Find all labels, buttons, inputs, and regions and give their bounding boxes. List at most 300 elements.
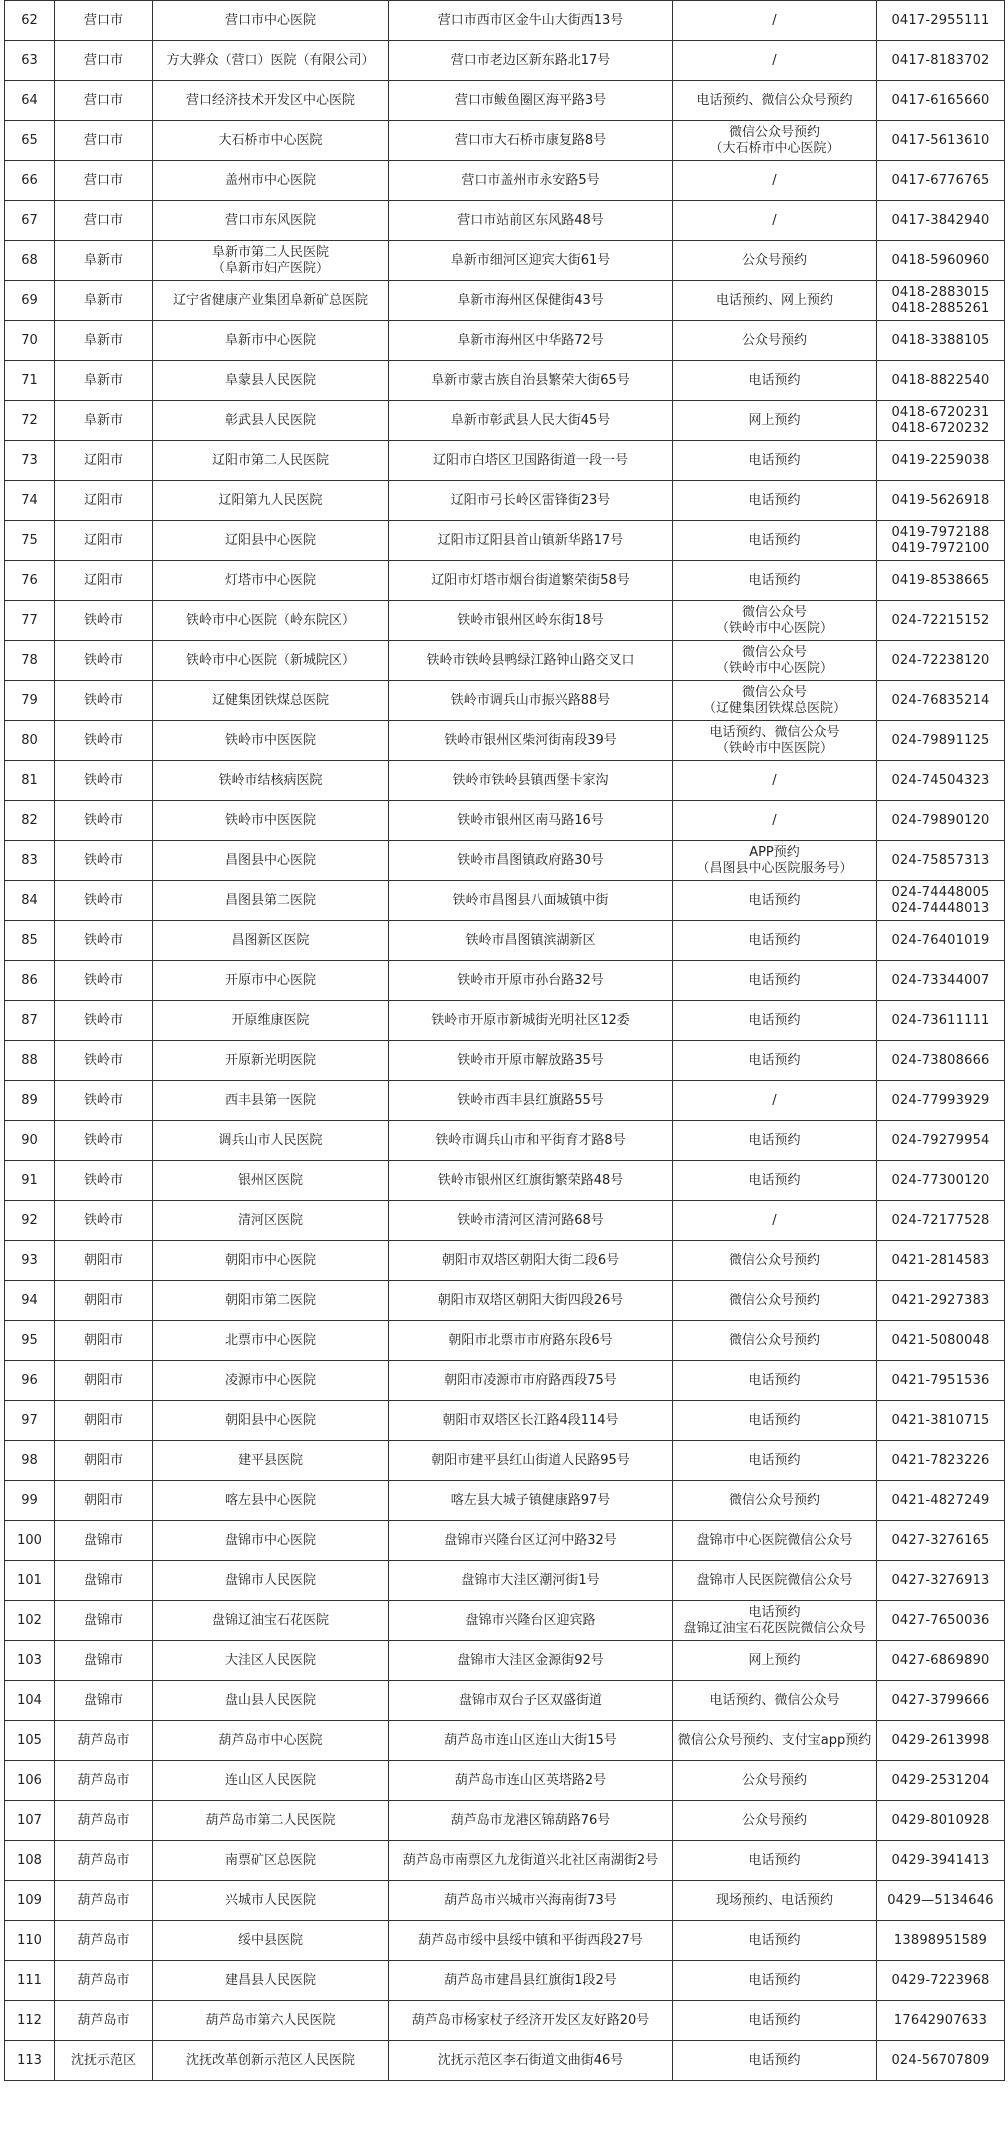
row-number: 88: [5, 1041, 55, 1081]
table-row: [5, 241, 1005, 281]
address-cell: 辽阳市白塔区卫国路街道一段一号: [389, 441, 673, 481]
booking-method-cell: 现场预约、电话预约: [673, 1881, 877, 1921]
address-cell: 铁岭市开原市新城街光明社区12委: [389, 1001, 673, 1041]
city-cell: 营口市: [55, 41, 153, 81]
table-row: [5, 1281, 1005, 1321]
table-row: [5, 1601, 1005, 1641]
city-cell: 葫芦岛市: [55, 1801, 153, 1841]
booking-method-cell: 公众号预约: [673, 1801, 877, 1841]
booking-method-cell: 电话预约、微信公众号预约: [673, 81, 877, 121]
hospital-name-cell: 昌图新区医院: [153, 921, 389, 961]
hospital-name-cell: 铁岭市中医医院: [153, 721, 389, 761]
booking-method-cell: 电话预约: [673, 1361, 877, 1401]
booking-method-cell: 电话预约: [673, 361, 877, 401]
booking-method-cell: 公众号预约: [673, 1761, 877, 1801]
phone-cell: 024-73611111: [877, 1001, 1005, 1041]
address-cell: 阜新市海州区保健街43号: [389, 281, 673, 321]
hospital-name-cell: 葫芦岛市中心医院: [153, 1721, 389, 1761]
row-number: 70: [5, 321, 55, 361]
table-row: [5, 521, 1005, 561]
booking-method-cell: 微信公众号预约、支付宝app预约: [673, 1721, 877, 1761]
booking-method-cell: 电话预约: [673, 1921, 877, 1961]
table-row: [5, 1201, 1005, 1241]
booking-method-cell: 电话预约、微信公众号: [673, 1681, 877, 1721]
hospital-name-cell: 铁岭市中心医院（新城院区）: [153, 641, 389, 681]
phone-cell: 0418-5960960: [877, 241, 1005, 281]
phone-cell: 0418-6720231 0418-6720232: [877, 401, 1005, 441]
hospital-name-cell: 营口市中心医院: [153, 1, 389, 41]
table-row: [5, 881, 1005, 921]
address-cell: 营口市站前区东风路48号: [389, 201, 673, 241]
hospital-name-cell: 盘锦市人民医院: [153, 1561, 389, 1601]
table-row: [5, 841, 1005, 881]
phone-cell: 17642907633: [877, 2001, 1005, 2041]
address-cell: 朝阳市双塔区朝阳大街四段26号: [389, 1281, 673, 1321]
phone-cell: 0421-5080048: [877, 1321, 1005, 1361]
address-cell: 铁岭市铁岭县鸭绿江路钟山路交叉口: [389, 641, 673, 681]
row-number: 74: [5, 481, 55, 521]
hospital-name-cell: 清河区医院: [153, 1201, 389, 1241]
city-cell: 葫芦岛市: [55, 1761, 153, 1801]
hospital-name-cell: 大洼区人民医院: [153, 1641, 389, 1681]
hospital-table: [4, 0, 1005, 2081]
city-cell: 朝阳市: [55, 1481, 153, 1521]
city-cell: 营口市: [55, 1, 153, 41]
hospital-name-cell: 南票矿区总医院: [153, 1841, 389, 1881]
city-cell: 朝阳市: [55, 1281, 153, 1321]
address-cell: 葫芦岛市杨家杖子经济开发区友好路20号: [389, 2001, 673, 2041]
booking-method-cell: 电话预约: [673, 1001, 877, 1041]
row-number: 113: [5, 2041, 55, 2081]
table-row: [5, 1801, 1005, 1841]
table-row: [5, 361, 1005, 401]
city-cell: 辽阳市: [55, 481, 153, 521]
row-number: 66: [5, 161, 55, 201]
address-cell: 葫芦岛市兴城市兴海南街73号: [389, 1881, 673, 1921]
table-row: [5, 441, 1005, 481]
city-cell: 营口市: [55, 81, 153, 121]
hospital-name-cell: 建平县医院: [153, 1441, 389, 1481]
row-number: 69: [5, 281, 55, 321]
address-cell: 铁岭市银州区岭东街18号: [389, 601, 673, 641]
booking-method-cell: APP预约 （昌图县中心医院服务号）: [673, 841, 877, 881]
booking-method-cell: 微信公众号预约: [673, 1241, 877, 1281]
table-row: [5, 1121, 1005, 1161]
row-number: 102: [5, 1601, 55, 1641]
city-cell: 阜新市: [55, 321, 153, 361]
row-number: 83: [5, 841, 55, 881]
city-cell: 铁岭市: [55, 1161, 153, 1201]
phone-cell: 0417-2955111: [877, 1, 1005, 41]
row-number: 89: [5, 1081, 55, 1121]
row-number: 62: [5, 1, 55, 41]
table-row: [5, 2041, 1005, 2081]
hospital-name-cell: 盘锦市中心医院: [153, 1521, 389, 1561]
hospital-name-cell: 大石桥市中心医院: [153, 121, 389, 161]
row-number: 103: [5, 1641, 55, 1681]
phone-cell: 024-75857313: [877, 841, 1005, 881]
address-cell: 铁岭市调兵山市振兴路88号: [389, 681, 673, 721]
hospital-name-cell: 连山区人民医院: [153, 1761, 389, 1801]
phone-cell: 024-74504323: [877, 761, 1005, 801]
table-row: [5, 1761, 1005, 1801]
row-number: 65: [5, 121, 55, 161]
phone-cell: 024-77300120: [877, 1161, 1005, 1201]
phone-cell: 024-73344007: [877, 961, 1005, 1001]
phone-cell: 024-76401019: [877, 921, 1005, 961]
address-cell: 铁岭市银州区南马路16号: [389, 801, 673, 841]
table-row: [5, 41, 1005, 81]
row-number: 98: [5, 1441, 55, 1481]
hospital-name-cell: 昌图县第二医院: [153, 881, 389, 921]
address-cell: 盘锦市大洼区金源街92号: [389, 1641, 673, 1681]
hospital-name-cell: 盘山县人民医院: [153, 1681, 389, 1721]
city-cell: 铁岭市: [55, 641, 153, 681]
table-row: [5, 1441, 1005, 1481]
hospital-name-cell: 建昌县人民医院: [153, 1961, 389, 2001]
hospital-name-cell: 朝阳市第二医院: [153, 1281, 389, 1321]
row-number: 101: [5, 1561, 55, 1601]
hospital-name-cell: 辽宁省健康产业集团阜新矿总医院: [153, 281, 389, 321]
row-number: 68: [5, 241, 55, 281]
row-number: 75: [5, 521, 55, 561]
hospital-name-cell: 阜蒙县人民医院: [153, 361, 389, 401]
row-number: 79: [5, 681, 55, 721]
phone-cell: 0427-3276913: [877, 1561, 1005, 1601]
row-number: 112: [5, 2001, 55, 2041]
booking-method-cell: 电话预约: [673, 961, 877, 1001]
hospital-name-cell: 辽健集团铁煤总医院: [153, 681, 389, 721]
address-cell: 铁岭市开原市解放路35号: [389, 1041, 673, 1081]
row-number: 110: [5, 1921, 55, 1961]
phone-cell: 0419-5626918: [877, 481, 1005, 521]
hospital-name-cell: 铁岭市结核病医院: [153, 761, 389, 801]
phone-cell: 0419-2259038: [877, 441, 1005, 481]
row-number: 99: [5, 1481, 55, 1521]
phone-cell: 0429-2531204: [877, 1761, 1005, 1801]
row-number: 111: [5, 1961, 55, 2001]
booking-method-cell: 网上预约: [673, 1641, 877, 1681]
hospital-name-cell: 凌源市中心医院: [153, 1361, 389, 1401]
booking-method-cell: 电话预约: [673, 1441, 877, 1481]
table-row: [5, 1961, 1005, 2001]
address-cell: 铁岭市调兵山市和平街育才路8号: [389, 1121, 673, 1161]
hospital-name-cell: 沈抚改革创新示范区人民医院: [153, 2041, 389, 2081]
row-number: 84: [5, 881, 55, 921]
booking-method-cell: 电话预约: [673, 521, 877, 561]
city-cell: 辽阳市: [55, 561, 153, 601]
booking-method-cell: 电话预约: [673, 441, 877, 481]
hospital-name-cell: 方大骅众（营口）医院（有限公司）: [153, 41, 389, 81]
address-cell: 辽阳市灯塔市烟台街道繁荣街58号: [389, 561, 673, 601]
table-row: [5, 1041, 1005, 1081]
address-cell: 葫芦岛市绥中县绥中镇和平街西段27号: [389, 1921, 673, 1961]
city-cell: 葫芦岛市: [55, 1841, 153, 1881]
city-cell: 铁岭市: [55, 601, 153, 641]
address-cell: 盘锦市兴隆台区迎宾路: [389, 1601, 673, 1641]
phone-cell: 024-79890120: [877, 801, 1005, 841]
row-number: 86: [5, 961, 55, 1001]
phone-cell: 024-74448005 024-74448013: [877, 881, 1005, 921]
address-cell: 阜新市海州区中华路72号: [389, 321, 673, 361]
address-cell: 铁岭市昌图镇滨湖新区: [389, 921, 673, 961]
phone-cell: 024-77993929: [877, 1081, 1005, 1121]
booking-method-cell: 电话预约: [673, 1961, 877, 2001]
hospital-name-cell: 绥中县医院: [153, 1921, 389, 1961]
phone-cell: 0429—5134646: [877, 1881, 1005, 1921]
address-cell: 铁岭市昌图县八面城镇中街: [389, 881, 673, 921]
hospital-name-cell: 朝阳市中心医院: [153, 1241, 389, 1281]
table-row: [5, 961, 1005, 1001]
city-cell: 盘锦市: [55, 1521, 153, 1561]
table-row: [5, 1721, 1005, 1761]
city-cell: 营口市: [55, 161, 153, 201]
phone-cell: 0417-3842940: [877, 201, 1005, 241]
row-number: 63: [5, 41, 55, 81]
city-cell: 阜新市: [55, 361, 153, 401]
table-row: [5, 801, 1005, 841]
hospital-name-cell: 朝阳县中心医院: [153, 1401, 389, 1441]
city-cell: 盘锦市: [55, 1601, 153, 1641]
hospital-name-cell: 调兵山市人民医院: [153, 1121, 389, 1161]
booking-method-cell: 电话预约: [673, 921, 877, 961]
phone-cell: 0429-2613998: [877, 1721, 1005, 1761]
address-cell: 朝阳市凌源市市府路西段75号: [389, 1361, 673, 1401]
hospital-name-cell: 阜新市第二人民医院 （阜新市妇产医院）: [153, 241, 389, 281]
address-cell: 铁岭市昌图镇政府路30号: [389, 841, 673, 881]
address-cell: 营口市盖州市永安路5号: [389, 161, 673, 201]
hospital-name-cell: 辽阳县中心医院: [153, 521, 389, 561]
address-cell: 营口市西市区金牛山大街西13号: [389, 1, 673, 41]
address-cell: 阜新市细河区迎宾大街61号: [389, 241, 673, 281]
table-row: [5, 1, 1005, 41]
city-cell: 葫芦岛市: [55, 1881, 153, 1921]
address-cell: 盘锦市兴隆台区辽河中路32号: [389, 1521, 673, 1561]
hospital-name-cell: 营口市东风医院: [153, 201, 389, 241]
booking-method-cell: 电话预约: [673, 1161, 877, 1201]
booking-method-cell: 盘锦市中心医院微信公众号: [673, 1521, 877, 1561]
table-row: [5, 721, 1005, 761]
city-cell: 铁岭市: [55, 1121, 153, 1161]
hospital-name-cell: 营口经济技术开发区中心医院: [153, 81, 389, 121]
hospital-name-cell: 北票市中心医院: [153, 1321, 389, 1361]
city-cell: 铁岭市: [55, 1081, 153, 1121]
address-cell: 营口市鲅鱼圈区海平路3号: [389, 81, 673, 121]
table-row: [5, 1361, 1005, 1401]
address-cell: 沈抚示范区李石街道文曲街46号: [389, 2041, 673, 2081]
city-cell: 营口市: [55, 201, 153, 241]
booking-method-cell: /: [673, 41, 877, 81]
address-cell: 葫芦岛市连山区英塔路2号: [389, 1761, 673, 1801]
hospital-name-cell: 盘锦辽油宝石花医院: [153, 1601, 389, 1641]
table-row: [5, 1241, 1005, 1281]
booking-method-cell: 微信公众号预约: [673, 1481, 877, 1521]
city-cell: 铁岭市: [55, 721, 153, 761]
booking-method-cell: /: [673, 161, 877, 201]
booking-method-cell: 公众号预约: [673, 241, 877, 281]
booking-method-cell: /: [673, 1081, 877, 1121]
table-row: [5, 2001, 1005, 2041]
address-cell: 营口市大石桥市康复路8号: [389, 121, 673, 161]
city-cell: 铁岭市: [55, 801, 153, 841]
table-row: [5, 201, 1005, 241]
booking-method-cell: 微信公众号预约 （大石桥市中心医院）: [673, 121, 877, 161]
booking-method-cell: /: [673, 801, 877, 841]
booking-method-cell: 微信公众号 （铁岭市中心医院）: [673, 601, 877, 641]
hospital-name-cell: 灯塔市中心医院: [153, 561, 389, 601]
city-cell: 铁岭市: [55, 1001, 153, 1041]
address-cell: 营口市老边区新东路北17号: [389, 41, 673, 81]
row-number: 92: [5, 1201, 55, 1241]
city-cell: 葫芦岛市: [55, 1921, 153, 1961]
phone-cell: 0418-3388105: [877, 321, 1005, 361]
city-cell: 葫芦岛市: [55, 1721, 153, 1761]
row-number: 106: [5, 1761, 55, 1801]
hospital-name-cell: 西丰县第一医院: [153, 1081, 389, 1121]
booking-method-cell: /: [673, 1, 877, 41]
phone-cell: 0421-2927383: [877, 1281, 1005, 1321]
table-row: [5, 1561, 1005, 1601]
row-number: 73: [5, 441, 55, 481]
table-row: [5, 1881, 1005, 1921]
table-row: [5, 1521, 1005, 1561]
phone-cell: 0421-2814583: [877, 1241, 1005, 1281]
table-row: [5, 321, 1005, 361]
phone-cell: 0417-6165660: [877, 81, 1005, 121]
row-number: 72: [5, 401, 55, 441]
address-cell: 铁岭市西丰县红旗路55号: [389, 1081, 673, 1121]
phone-cell: 0429-3941413: [877, 1841, 1005, 1881]
row-number: 96: [5, 1361, 55, 1401]
city-cell: 葫芦岛市: [55, 1961, 153, 2001]
row-number: 104: [5, 1681, 55, 1721]
table-row: [5, 601, 1005, 641]
table-row: [5, 1841, 1005, 1881]
table-row: [5, 1161, 1005, 1201]
table-row: [5, 641, 1005, 681]
phone-cell: 0421-4827249: [877, 1481, 1005, 1521]
city-cell: 阜新市: [55, 281, 153, 321]
row-number: 64: [5, 81, 55, 121]
hospital-name-cell: 兴城市人民医院: [153, 1881, 389, 1921]
phone-cell: 0427-7650036: [877, 1601, 1005, 1641]
address-cell: 葫芦岛市龙港区锦葫路76号: [389, 1801, 673, 1841]
row-number: 91: [5, 1161, 55, 1201]
booking-method-cell: 电话预约: [673, 881, 877, 921]
city-cell: 葫芦岛市: [55, 2001, 153, 2041]
address-cell: 喀左县大城子镇健康路97号: [389, 1481, 673, 1521]
phone-cell: 0419-7972188 0419-7972100: [877, 521, 1005, 561]
city-cell: 朝阳市: [55, 1401, 153, 1441]
city-cell: 铁岭市: [55, 681, 153, 721]
address-cell: 铁岭市清河区清河路68号: [389, 1201, 673, 1241]
table-row: [5, 281, 1005, 321]
table-row: [5, 1921, 1005, 1961]
booking-method-cell: 微信公众号预约: [673, 1281, 877, 1321]
table-row: [5, 481, 1005, 521]
phone-cell: 0427-3799666: [877, 1681, 1005, 1721]
phone-cell: 024-79891125: [877, 721, 1005, 761]
city-cell: 铁岭市: [55, 961, 153, 1001]
booking-method-cell: /: [673, 201, 877, 241]
hospital-name-cell: 彰武县人民医院: [153, 401, 389, 441]
phone-cell: 0417-5613610: [877, 121, 1005, 161]
city-cell: 朝阳市: [55, 1361, 153, 1401]
city-cell: 盘锦市: [55, 1561, 153, 1601]
booking-method-cell: 电话预约: [673, 1401, 877, 1441]
booking-method-cell: 网上预约: [673, 401, 877, 441]
city-cell: 辽阳市: [55, 441, 153, 481]
city-cell: 朝阳市: [55, 1321, 153, 1361]
phone-cell: 0419-8538665: [877, 561, 1005, 601]
row-number: 97: [5, 1401, 55, 1441]
phone-cell: 0418-8822540: [877, 361, 1005, 401]
row-number: 109: [5, 1881, 55, 1921]
city-cell: 铁岭市: [55, 881, 153, 921]
booking-method-cell: /: [673, 761, 877, 801]
phone-cell: 024-72238120: [877, 641, 1005, 681]
address-cell: 盘锦市大洼区潮河街1号: [389, 1561, 673, 1601]
table-row: [5, 761, 1005, 801]
phone-cell: 0429-7223968: [877, 1961, 1005, 2001]
hospital-name-cell: 铁岭市中心医院（岭东院区）: [153, 601, 389, 641]
phone-cell: 024-79279954: [877, 1121, 1005, 1161]
phone-cell: 024-72215152: [877, 601, 1005, 641]
address-cell: 葫芦岛市南票区九龙街道兴北社区南湖街2号: [389, 1841, 673, 1881]
city-cell: 铁岭市: [55, 921, 153, 961]
address-cell: 铁岭市银州区柴河街南段39号: [389, 721, 673, 761]
row-number: 85: [5, 921, 55, 961]
hospital-name-cell: 开原市中心医院: [153, 961, 389, 1001]
city-cell: 铁岭市: [55, 841, 153, 881]
phone-cell: 0421-3810715: [877, 1401, 1005, 1441]
city-cell: 盘锦市: [55, 1681, 153, 1721]
booking-method-cell: 电话预约、网上预约: [673, 281, 877, 321]
row-number: 67: [5, 201, 55, 241]
booking-method-cell: 电话预约: [673, 2001, 877, 2041]
row-number: 81: [5, 761, 55, 801]
booking-method-cell: 电话预约、微信公众号 （铁岭市中医医院）: [673, 721, 877, 761]
booking-method-cell: 微信公众号 （辽健集团铁煤总医院）: [673, 681, 877, 721]
city-cell: 朝阳市: [55, 1441, 153, 1481]
row-number: 71: [5, 361, 55, 401]
address-cell: 铁岭市开原市孙台路32号: [389, 961, 673, 1001]
booking-method-cell: 电话预约 盘锦辽油宝石花医院微信公众号: [673, 1601, 877, 1641]
city-cell: 营口市: [55, 121, 153, 161]
phone-cell: 0427-3276165: [877, 1521, 1005, 1561]
address-cell: 盘锦市双台子区双盛街道: [389, 1681, 673, 1721]
address-cell: 朝阳市北票市市府路东段6号: [389, 1321, 673, 1361]
booking-method-cell: 公众号预约: [673, 321, 877, 361]
row-number: 93: [5, 1241, 55, 1281]
hospital-name-cell: 葫芦岛市第二人民医院: [153, 1801, 389, 1841]
hospital-table-container: [4, 0, 1004, 2081]
table-row: [5, 921, 1005, 961]
address-cell: 阜新市彰武县人民大街45号: [389, 401, 673, 441]
booking-method-cell: /: [673, 1201, 877, 1241]
row-number: 87: [5, 1001, 55, 1041]
booking-method-cell: 盘锦市人民医院微信公众号: [673, 1561, 877, 1601]
table-row: [5, 1681, 1005, 1721]
row-number: 78: [5, 641, 55, 681]
row-number: 80: [5, 721, 55, 761]
hospital-name-cell: 开原新光明医院: [153, 1041, 389, 1081]
phone-cell: 024-72177528: [877, 1201, 1005, 1241]
phone-cell: 0421-7823226: [877, 1441, 1005, 1481]
table-row: [5, 1001, 1005, 1041]
address-cell: 辽阳市辽阳县首山镇新华路17号: [389, 521, 673, 561]
city-cell: 朝阳市: [55, 1241, 153, 1281]
